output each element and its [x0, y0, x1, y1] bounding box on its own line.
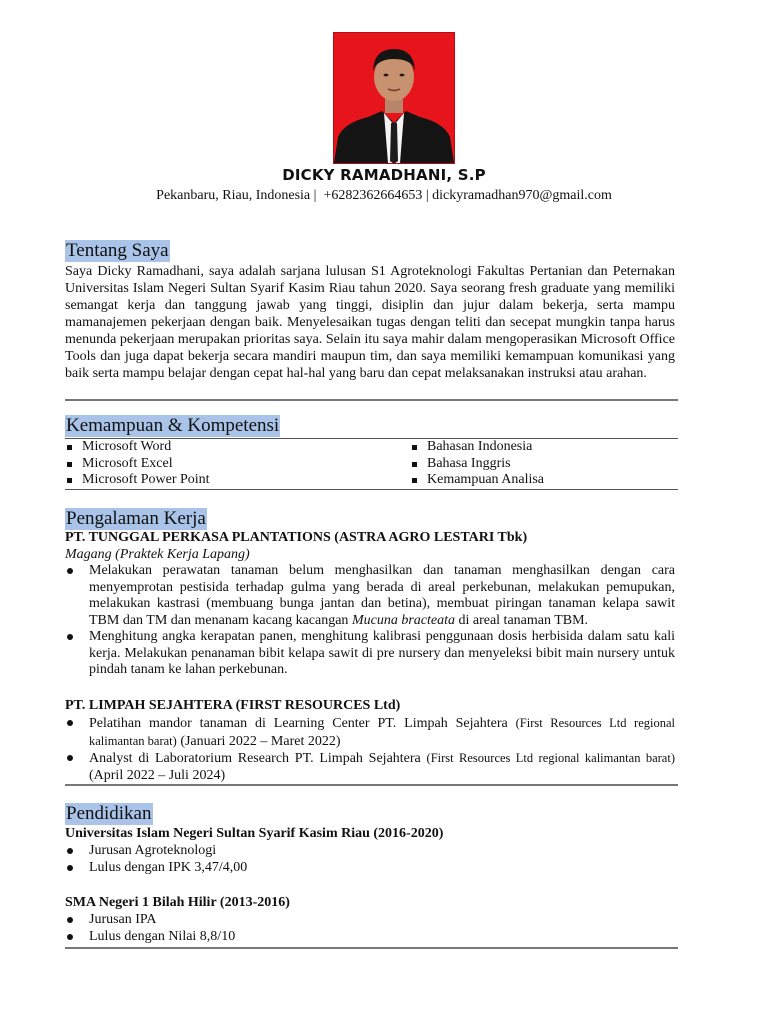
bullet-icon [67, 934, 73, 940]
job-role: Magang (Praktek Kerja Lapang) [65, 547, 250, 562]
person-portrait-icon [334, 33, 454, 163]
bullet-icon [67, 917, 73, 923]
skill-item: Microsoft Excel [65, 456, 210, 473]
square-bullet-icon [412, 462, 417, 467]
skill-item: Microsoft Power Point [65, 472, 210, 489]
email-address: dickyramadhan970@gmail.com [432, 188, 612, 203]
skills-column-right [410, 439, 544, 489]
separator: | [313, 188, 317, 203]
bullet-icon [67, 755, 73, 761]
contact-line [0, 188, 768, 204]
skill-item: Kemampuan Analisa [410, 472, 544, 489]
list-item: Pelatihan mandor tanaman di Learning Center PT. Limpah Sejahtera (First Resources Ltd regional kalimantan barat) (Januari 2022 – Maret 2022) [65, 715, 675, 750]
section-title-experience: Pengalaman Kerja [66, 508, 206, 529]
list-item: Lulus dengan Nilai 8,8/10 [65, 929, 675, 946]
divider [65, 784, 678, 786]
job-company: PT. TUNGGAL PERKASA PLANTATIONS (ASTRA AGRO LESTARI Tbk) [65, 530, 528, 545]
list-item: Menghitung angka kerapatan panen, menghitung kalibrasi penggunaan dosis herbisida dalam satu kali kerja. Melakukan penanaman bibit kelapa sawit di pre nursery dan menyeleksi bibit main nursery untuk pindah tanam ke lahan perkebunan. [65, 629, 675, 679]
skills-column-left [65, 439, 210, 489]
education-details-list [65, 912, 675, 945]
bullet-icon [67, 568, 73, 574]
list-item: Lulus dengan IPK 3,47/4,00 [65, 860, 675, 877]
divider [65, 399, 678, 401]
square-bullet-icon [412, 478, 417, 483]
location: Pekanbaru, Riau, Indonesia [156, 188, 311, 203]
skill-item: Bahasan Indonesia [410, 439, 544, 456]
divider [65, 947, 678, 949]
education-institution: SMA Negeri 1 Bilah Hilir (2013-2016) [65, 895, 290, 910]
bullet-icon [67, 865, 73, 871]
square-bullet-icon [412, 445, 417, 450]
square-bullet-icon [67, 478, 72, 483]
bullet-icon [67, 720, 73, 726]
skill-item: Bahasa Inggris [410, 456, 544, 473]
profile-photo [333, 32, 455, 164]
education-details-list [65, 843, 675, 876]
separator: | [425, 188, 429, 203]
list-item: Jurusan IPA [65, 912, 675, 929]
job-duties-list [65, 715, 675, 784]
divider [65, 489, 678, 490]
section-title-about: Tentang Saya [66, 240, 169, 261]
bullet-icon [67, 634, 73, 640]
section-title-education: Pendidikan [66, 803, 152, 824]
list-item: Jurusan Agroteknologi [65, 843, 675, 860]
bullet-icon [67, 848, 73, 854]
list-item: Analyst di Laboratorium Research PT. Limpah Sejahtera (First Resources Ltd regional kalimantan barat) (April 2022 – Juli 2024) [65, 750, 675, 784]
square-bullet-icon [67, 445, 72, 450]
job-duties-list [65, 563, 675, 679]
candidate-name: DICKY RAMADHANI, S.P [282, 166, 486, 184]
section-title-skills: Kemampuan & Kompetensi [66, 415, 280, 436]
about-paragraph: Saya Dicky Ramadhani, saya adalah sarjana lulusan S1 Agroteknologi Fakultas Pertanian dan Peternakan Universitas Islam Negeri Sultan Syarif Kasim Riau tahun 2020. Saya seorang fresh graduate yang memiliki semangat kerja dan tanggung jawab yang tinggi, disiplin dan jujur dalam bekerja, serta mampu mamanajemen pekerjaan dengan baik. Menyelesaikan tugas dengan teliti dan secepat mungkin tanpa harus menunda pekerjaan merupakan prioritas saya. Selain itu saya mahir dalam mengoperasikan Microsoft Office Tools dan juga dapat bekerja secara mandiri maupun tim, dan saya memiliki kemampuan komunikasi yang baik serta mampu belajar dengan cepat hal-hal yang baru dan cepat melaksanakan instruksi atau arahan. [65, 264, 675, 381]
skill-item: Microsoft Word [65, 439, 210, 456]
education-institution: Universitas Islam Negeri Sultan Syarif Kasim Riau (2016-2020) [65, 826, 444, 841]
square-bullet-icon [67, 462, 72, 467]
list-item: Melakukan perawatan tanaman belum menghasilkan dan tanaman menghasilkan dengan cara menyemprotan pestisida terhadap gulma yang berada di areal perkebunan, melakukan pemupukan, melakukan kastrasi (membuang bunga jantan dan betina), membuat piringan tanaman kelapa sawit TBM dan TM dan menanam kacang kacangan Mucuna bracteata di areal tanaman TBM. [65, 563, 675, 629]
phone-number: +6282362664653 [323, 188, 423, 203]
job-company: PT. LIMPAH SEJAHTERA (FIRST RESOURCES Ltd) [65, 698, 401, 713]
